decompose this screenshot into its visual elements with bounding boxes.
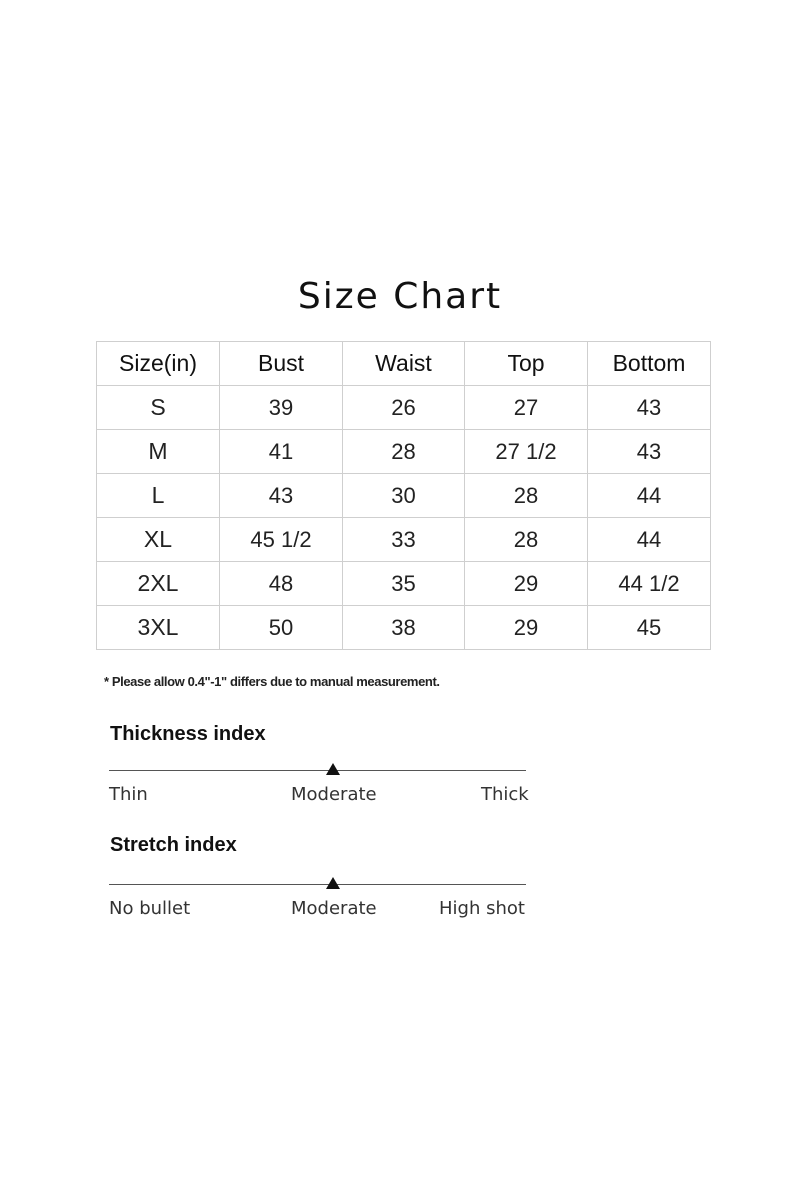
cell-bust: 50 bbox=[220, 606, 343, 650]
cell-size: L bbox=[97, 474, 220, 518]
cell-size: S bbox=[97, 386, 220, 430]
stretch-marker-icon bbox=[326, 877, 340, 889]
cell-waist: 38 bbox=[343, 606, 465, 650]
cell-top: 28 bbox=[465, 518, 588, 562]
thickness-marker-icon bbox=[326, 763, 340, 775]
stretch-label-moderate: Moderate bbox=[291, 898, 377, 919]
table-header-row bbox=[97, 342, 711, 386]
cell-bottom: 44 bbox=[588, 474, 711, 518]
cell-top: 29 bbox=[465, 606, 588, 650]
cell-waist: 30 bbox=[343, 474, 465, 518]
thickness-label-thin: Thin bbox=[109, 784, 148, 805]
table-row bbox=[97, 386, 711, 430]
cell-bust: 39 bbox=[220, 386, 343, 430]
cell-waist: 35 bbox=[343, 562, 465, 606]
stretch-label-high-shot: High shot bbox=[439, 898, 525, 919]
stretch-scale-line bbox=[109, 884, 526, 885]
cell-top: 27 bbox=[465, 386, 588, 430]
cell-bottom: 45 bbox=[588, 606, 711, 650]
cell-bottom: 43 bbox=[588, 386, 711, 430]
stretch-label-no-bullet: No bullet bbox=[109, 898, 191, 919]
stretch-index-title: Stretch index bbox=[110, 834, 237, 856]
cell-waist: 33 bbox=[343, 518, 465, 562]
cell-top: 28 bbox=[465, 474, 588, 518]
cell-bust: 45 1/2 bbox=[220, 518, 343, 562]
header-bust: Bust bbox=[220, 342, 343, 386]
cell-top: 27 1/2 bbox=[465, 430, 588, 474]
table-row bbox=[97, 430, 711, 474]
cell-size: 3XL bbox=[97, 606, 220, 650]
cell-bottom: 43 bbox=[588, 430, 711, 474]
measurement-note: * Please allow 0.4"-1" differs due to manual measurement. bbox=[104, 674, 440, 689]
thickness-label-thick: Thick bbox=[481, 784, 529, 805]
thickness-scale-line bbox=[109, 770, 526, 771]
cell-size: XL bbox=[97, 518, 220, 562]
cell-top: 29 bbox=[465, 562, 588, 606]
table-row bbox=[97, 474, 711, 518]
table-row bbox=[97, 562, 711, 606]
cell-size: M bbox=[97, 430, 220, 474]
cell-bust: 48 bbox=[220, 562, 343, 606]
cell-bust: 41 bbox=[220, 430, 343, 474]
cell-bottom: 44 1/2 bbox=[588, 562, 711, 606]
cell-size: 2XL bbox=[97, 562, 220, 606]
header-bottom: Bottom bbox=[588, 342, 711, 386]
table-row bbox=[97, 518, 711, 562]
header-waist: Waist bbox=[343, 342, 465, 386]
header-top: Top bbox=[465, 342, 588, 386]
cell-waist: 28 bbox=[343, 430, 465, 474]
thickness-label-moderate: Moderate bbox=[291, 784, 377, 805]
page-title: Size Chart bbox=[297, 276, 503, 317]
cell-bottom: 44 bbox=[588, 518, 711, 562]
size-table bbox=[96, 341, 711, 650]
cell-bust: 43 bbox=[220, 474, 343, 518]
header-size: Size(in) bbox=[97, 342, 220, 386]
cell-waist: 26 bbox=[343, 386, 465, 430]
table-row bbox=[97, 606, 711, 650]
thickness-index-title: Thickness index bbox=[110, 723, 266, 745]
